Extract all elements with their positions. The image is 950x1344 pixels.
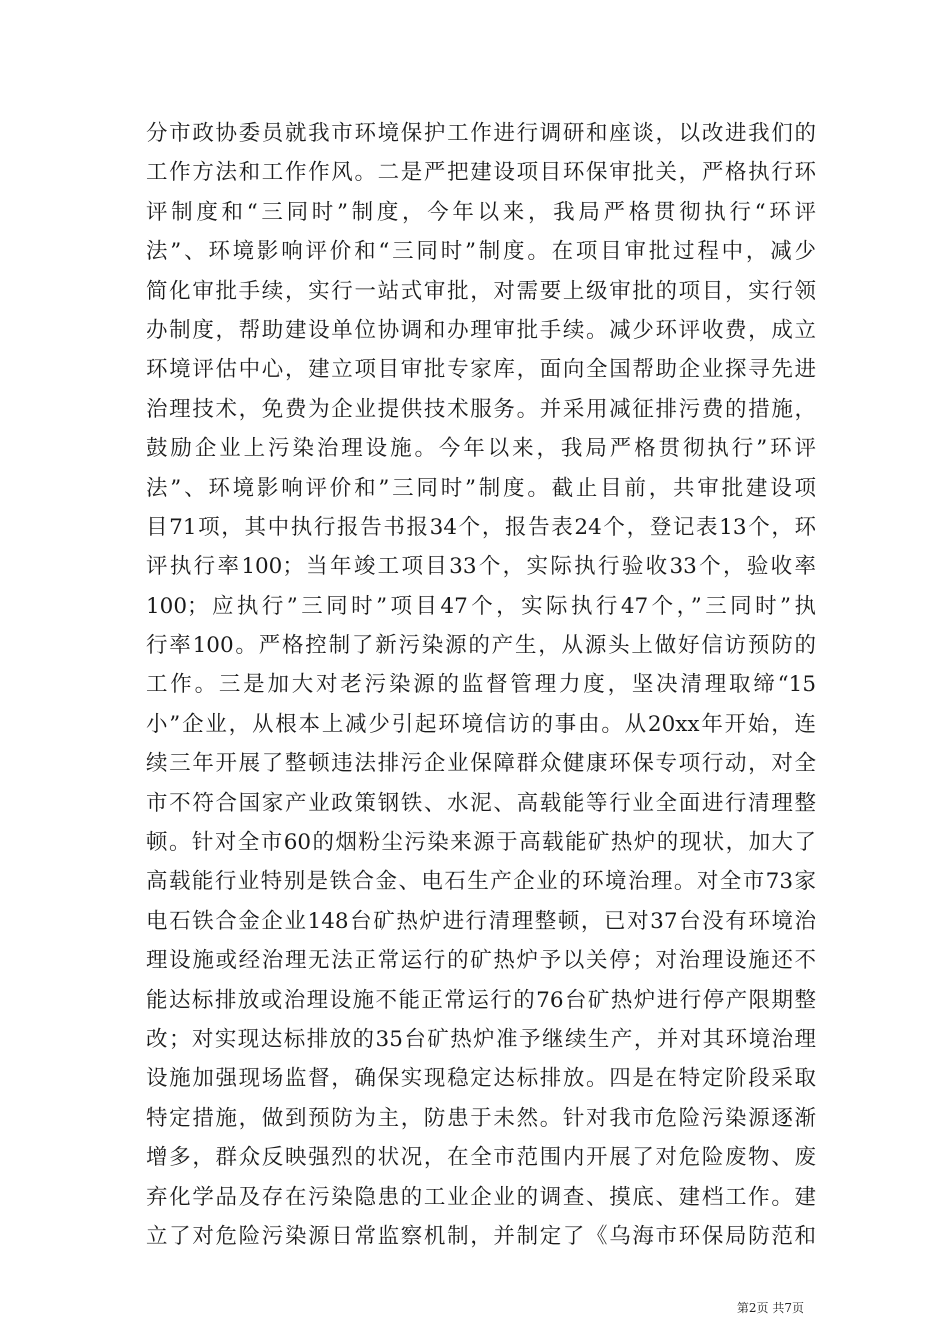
text-line: 法”、环境影响评价和“三同时”制度。在项目审批过程中，减少 — [146, 239, 816, 265]
text-line: 简化审批手续，实行一站式审批，对需要上级审批的项目，实行领 — [146, 278, 816, 304]
text-line: 改；对实现达标排放的35台矿热炉准予继续生产，并对其环境治理 — [146, 1026, 816, 1052]
text-line: 工作方法和工作作风。二是严把建设项目环保审批关，严格执行环 — [146, 160, 816, 186]
text-line: 增多，群众反映强烈的状况，在全市范围内开展了对危险废物、废 — [146, 1145, 816, 1171]
text-line: 设施加强现场监督，确保实现稳定达标排放。四是在特定阶段采取 — [146, 1066, 816, 1092]
text-line: 续三年开展了整顿违法排污企业保障群众健康环保专项行动，对全 — [146, 751, 816, 777]
text-line: 行率100。严格控制了新污染源的产生，从源头上做好信访预防的 — [146, 633, 816, 659]
text-line: 目71项，其中执行报告书报34个，报告表24个，登记表13个，环 — [146, 514, 816, 540]
text-line: 顿。针对全市60的烟粉尘污染来源于高载能矿热炉的现状，加大了 — [146, 830, 816, 856]
text-line: 电石铁合金企业148台矿热炉进行清理整顿，已对37台没有环境治 — [146, 908, 816, 934]
text-line: 环境评估中心，建立项目审批专家库，面向全国帮助企业探寻先进 — [146, 357, 816, 383]
text-line: 评执行率100；当年竣工项目33个，实际执行验收33个，验收率 — [146, 554, 816, 580]
text-line: 高载能行业特别是铁合金、电石生产企业的环境治理。对全市73家 — [146, 869, 816, 895]
text-line: 立了对危险污染源日常监察机制，并制定了《乌海市环保局防范和 — [146, 1223, 816, 1249]
text-line: 理设施或经治理无法正常运行的矿热炉予以关停；对治理设施还不 — [146, 948, 816, 974]
text-line: 分市政协委员就我市环境保护工作进行调研和座谈，以改进我们的 — [146, 121, 816, 146]
text-line: 特定措施，做到预防为主，防患于未然。针对我市危险污染源逐渐 — [146, 1105, 816, 1131]
text-line: 鼓励企业上污染治理设施。今年以来，我局严格贯彻执行”环评 — [146, 436, 816, 462]
text-line: 100；应执行”三同时”项目47个，实际执行47个，”三同时”执 — [146, 593, 816, 619]
text-line: 评制度和“三同时”制度，今年以来，我局严格贯彻执行“环评 — [146, 199, 816, 225]
text-line: 市不符合国家产业政策钢铁、水泥、高载能等行业全面进行清理整 — [146, 790, 816, 816]
text-line: 治理技术，免费为企业提供技术服务。并采用减征排污费的措施， — [146, 396, 816, 422]
text-line: 弃化学品及存在污染隐患的工业企业的调查、摸底、建档工作。建 — [146, 1184, 816, 1210]
body-text — [146, 114, 816, 1256]
text-line: 办制度，帮助建设单位协调和办理审批手续。减少环评收费，成立 — [146, 317, 816, 343]
text-line: 工作。三是加大对老污染源的监督管理力度，坚决清理取缔“15 — [146, 672, 816, 698]
text-line: 法”、环境影响评价和”三同时”制度。截止目前，共审批建设项 — [146, 475, 816, 501]
text-line: 小”企业，从根本上减少引起环境信访的事由。从20xx年开始，连 — [146, 711, 816, 737]
text-line: 能达标排放或治理设施不能正常运行的76台矿热炉进行停产限期整 — [146, 987, 816, 1013]
page-number-footer: 第2页 共7页 — [736, 1301, 804, 1315]
